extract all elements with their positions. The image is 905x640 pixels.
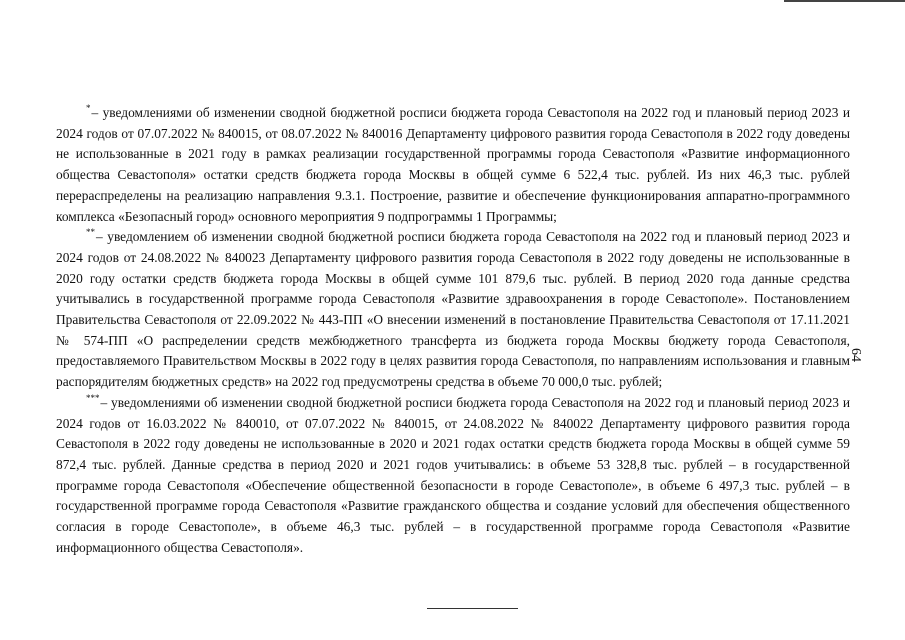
footnote-text-2: – уведомлением об изменении сводной бюджетной росписи бюджета города Севастополя на 2022 год и плановый период 2023 и 2024 годов от 24.08.2022 № 840023 Департаменту цифрового развития города Севастополя в 2022 году доведены не использованные в 2020 году остатки средств бюджета города Москвы в общей сумме 101 879,6 тыс. рублей. В период 2020 года данные средства учитывались в государственной программе города Севастополя «Развитие здравоохранения в городе Севастополе». Постановлением Правительства Севастополя от 22.09.2022 № 443-ПП «О внесении изменений в постановление Правительства Севастополя от 17.11.2021 № 574-ПП «О распределении средств межбюджетного трансферта из бюджета города Москвы бюджету города Севастополя, предоставляемого Правительством Москвы в 2022 году в целях развития города Севастополя, по направлениям использования и главным распорядителям бюджетных средств» на 2022 год предусмотрены средства в объеме 70 000,0 тыс. рублей; xyxy=(56,229,850,390)
page-number: 64 xyxy=(848,348,863,362)
footnote-3 xyxy=(56,393,850,559)
top-edge-rule xyxy=(784,0,905,2)
bottom-divider xyxy=(427,608,518,609)
footnote-marker-2: ** xyxy=(86,227,95,238)
footnote-1 xyxy=(56,103,850,227)
footnote-text-1: – уведомлениями об изменении сводной бюджетной росписи бюджета города Севастополя на 2022 год и плановый период 2023 и 2024 годов от 07.07.2022 № 840015, от 08.07.2022 № 840016 Департаменту цифрового развития города Севастополя в 2022 году доведены не использованные в 2021 году в рамках реализации государственной программы города Севастополя «Развитие информационного общества Севастополя» остатки средств бюджета города Москвы в общей сумме 6 522,4 тыс. рублей. Из них 46,3 тыс. рублей перераспределены на реализацию направления 9.3.1. Построение, развитие и обеспечение функционирования аппаратно-программного комплекса «Безопасный город» основного мероприятия 9 подпрограммы 1 Программы; xyxy=(56,105,850,224)
footnote-marker-3: *** xyxy=(86,392,100,403)
footnote-marker-1: * xyxy=(86,103,91,113)
footnote-2 xyxy=(56,227,850,393)
footnotes-block xyxy=(56,103,850,558)
footnote-text-3: – уведомлениями об изменении сводной бюджетной росписи бюджета города Севастополя на 2022 год и плановый период 2023 и 2024 годов от 16.03.2022 № 840010, от 07.07.2022 № 840015, от 24.08.2022 № 840022 Департаменту цифрового развития города Севастополя в 2022 году доведены не использованные в 2020 и 2021 годах остатки средств бюджета города Москвы в общей сумме 59 872,4 тыс. рублей. Данные средства в период 2020 и 2021 годов учитывались: в объеме 53 328,8 тыс. рублей – в государственной программе города Севастополя «Обеспечение общественной безопасности в городе Севастополе», в объеме 6 497,3 тыс. рублей – в государственной программе города Севастополя «Развитие гражданского общества и создание условий для обеспечения общественного согласия в городе Севастополе», в объеме 46,3 тыс. рублей – в государственной программе города Севастополя «Развитие информационного общества Севастополя». xyxy=(56,394,850,555)
